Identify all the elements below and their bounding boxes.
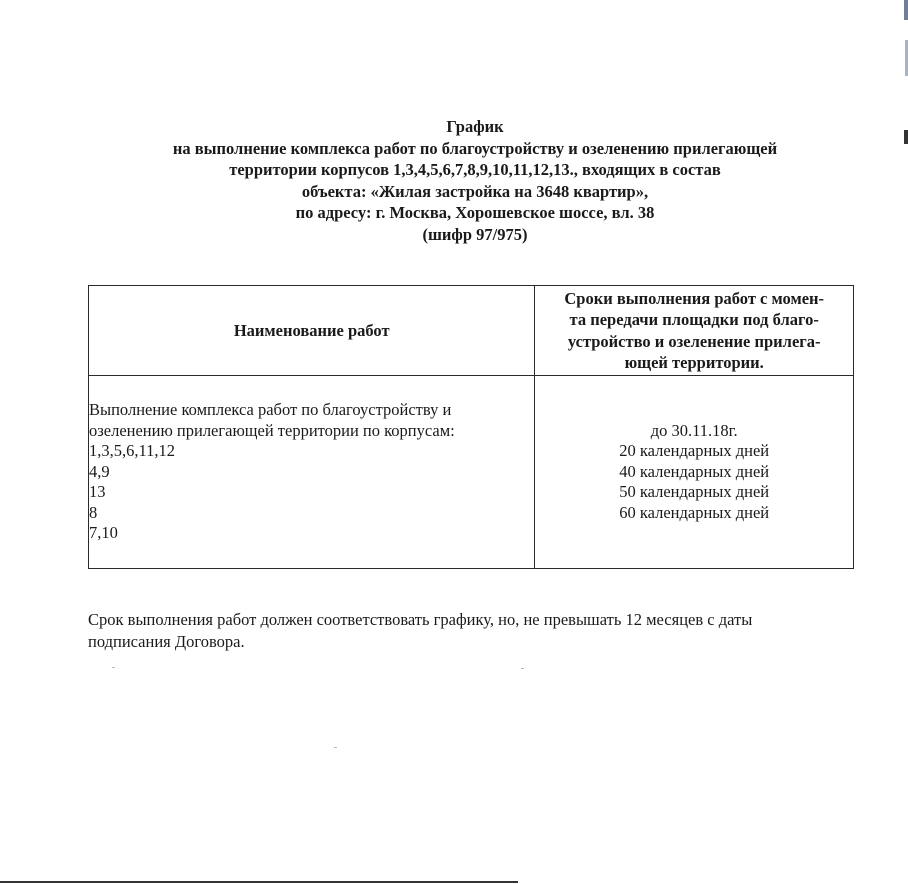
schedule-table <box>88 285 854 569</box>
header-terms <box>535 286 854 376</box>
term-value: до 30.11.18г. <box>650 420 738 440</box>
title-line: объекта: «Жилая застройка на 3648 квартир», <box>301 181 649 201</box>
terms-cell <box>535 376 854 569</box>
table-row <box>89 376 854 569</box>
title-line: территории корпусов 1,3,4,5,6,7,8,9,10,11,12,13., входящих в состав <box>229 160 721 179</box>
term-value: 60 календарных дней <box>619 502 770 522</box>
building-group: 8 <box>89 502 98 522</box>
header-term-line: устройство и озеленение прилега- <box>567 331 821 351</box>
scan-speck <box>334 747 337 748</box>
scan-edge-mark <box>904 130 908 144</box>
term-value: 50 календарных дней <box>619 482 770 502</box>
building-group: 4,9 <box>89 461 110 481</box>
header-term-line: ющей территории. <box>624 353 764 372</box>
document-title <box>90 116 860 245</box>
works-description-line: озеленению прилегающей территории по корпусам: <box>89 420 455 440</box>
building-group: 13 <box>89 482 106 502</box>
title-line: (шифр 97/975) <box>422 224 528 244</box>
header-term-line: Сроки выполнения работ с момен- <box>564 288 825 308</box>
header-term-line: та передачи площадки под благо- <box>569 310 819 329</box>
note-line: подписания Договора. <box>88 631 245 651</box>
scan-edge-mark <box>904 0 908 20</box>
building-group: 1,3,5,6,11,12 <box>89 441 176 461</box>
works-description <box>89 400 534 441</box>
term-value: 20 календарных дней <box>619 441 770 461</box>
works-cell <box>89 376 535 569</box>
note-line: Срок выполнения работ должен соответствовать графику, но, не превышать 12 месяцев с даты <box>88 610 753 629</box>
deadline-note <box>88 609 858 652</box>
scan-speck <box>112 667 115 668</box>
header-work-name: Наименование работ <box>89 286 535 376</box>
building-group: 7,10 <box>89 523 118 543</box>
title-line: на выполнение комплекса работ по благоустройству и озеленению прилегающей <box>172 138 778 158</box>
title-line: График <box>446 117 504 136</box>
term-value: 40 календарных дней <box>619 461 770 481</box>
works-description-line: Выполнение комплекса работ по благоустройству и <box>89 400 452 420</box>
table-header-row <box>89 286 854 376</box>
title-line: по адресу: г. Москва, Хорошевское шоссе, вл. 38 <box>295 203 655 222</box>
bottom-rule <box>0 881 518 883</box>
scan-speck <box>521 668 524 669</box>
